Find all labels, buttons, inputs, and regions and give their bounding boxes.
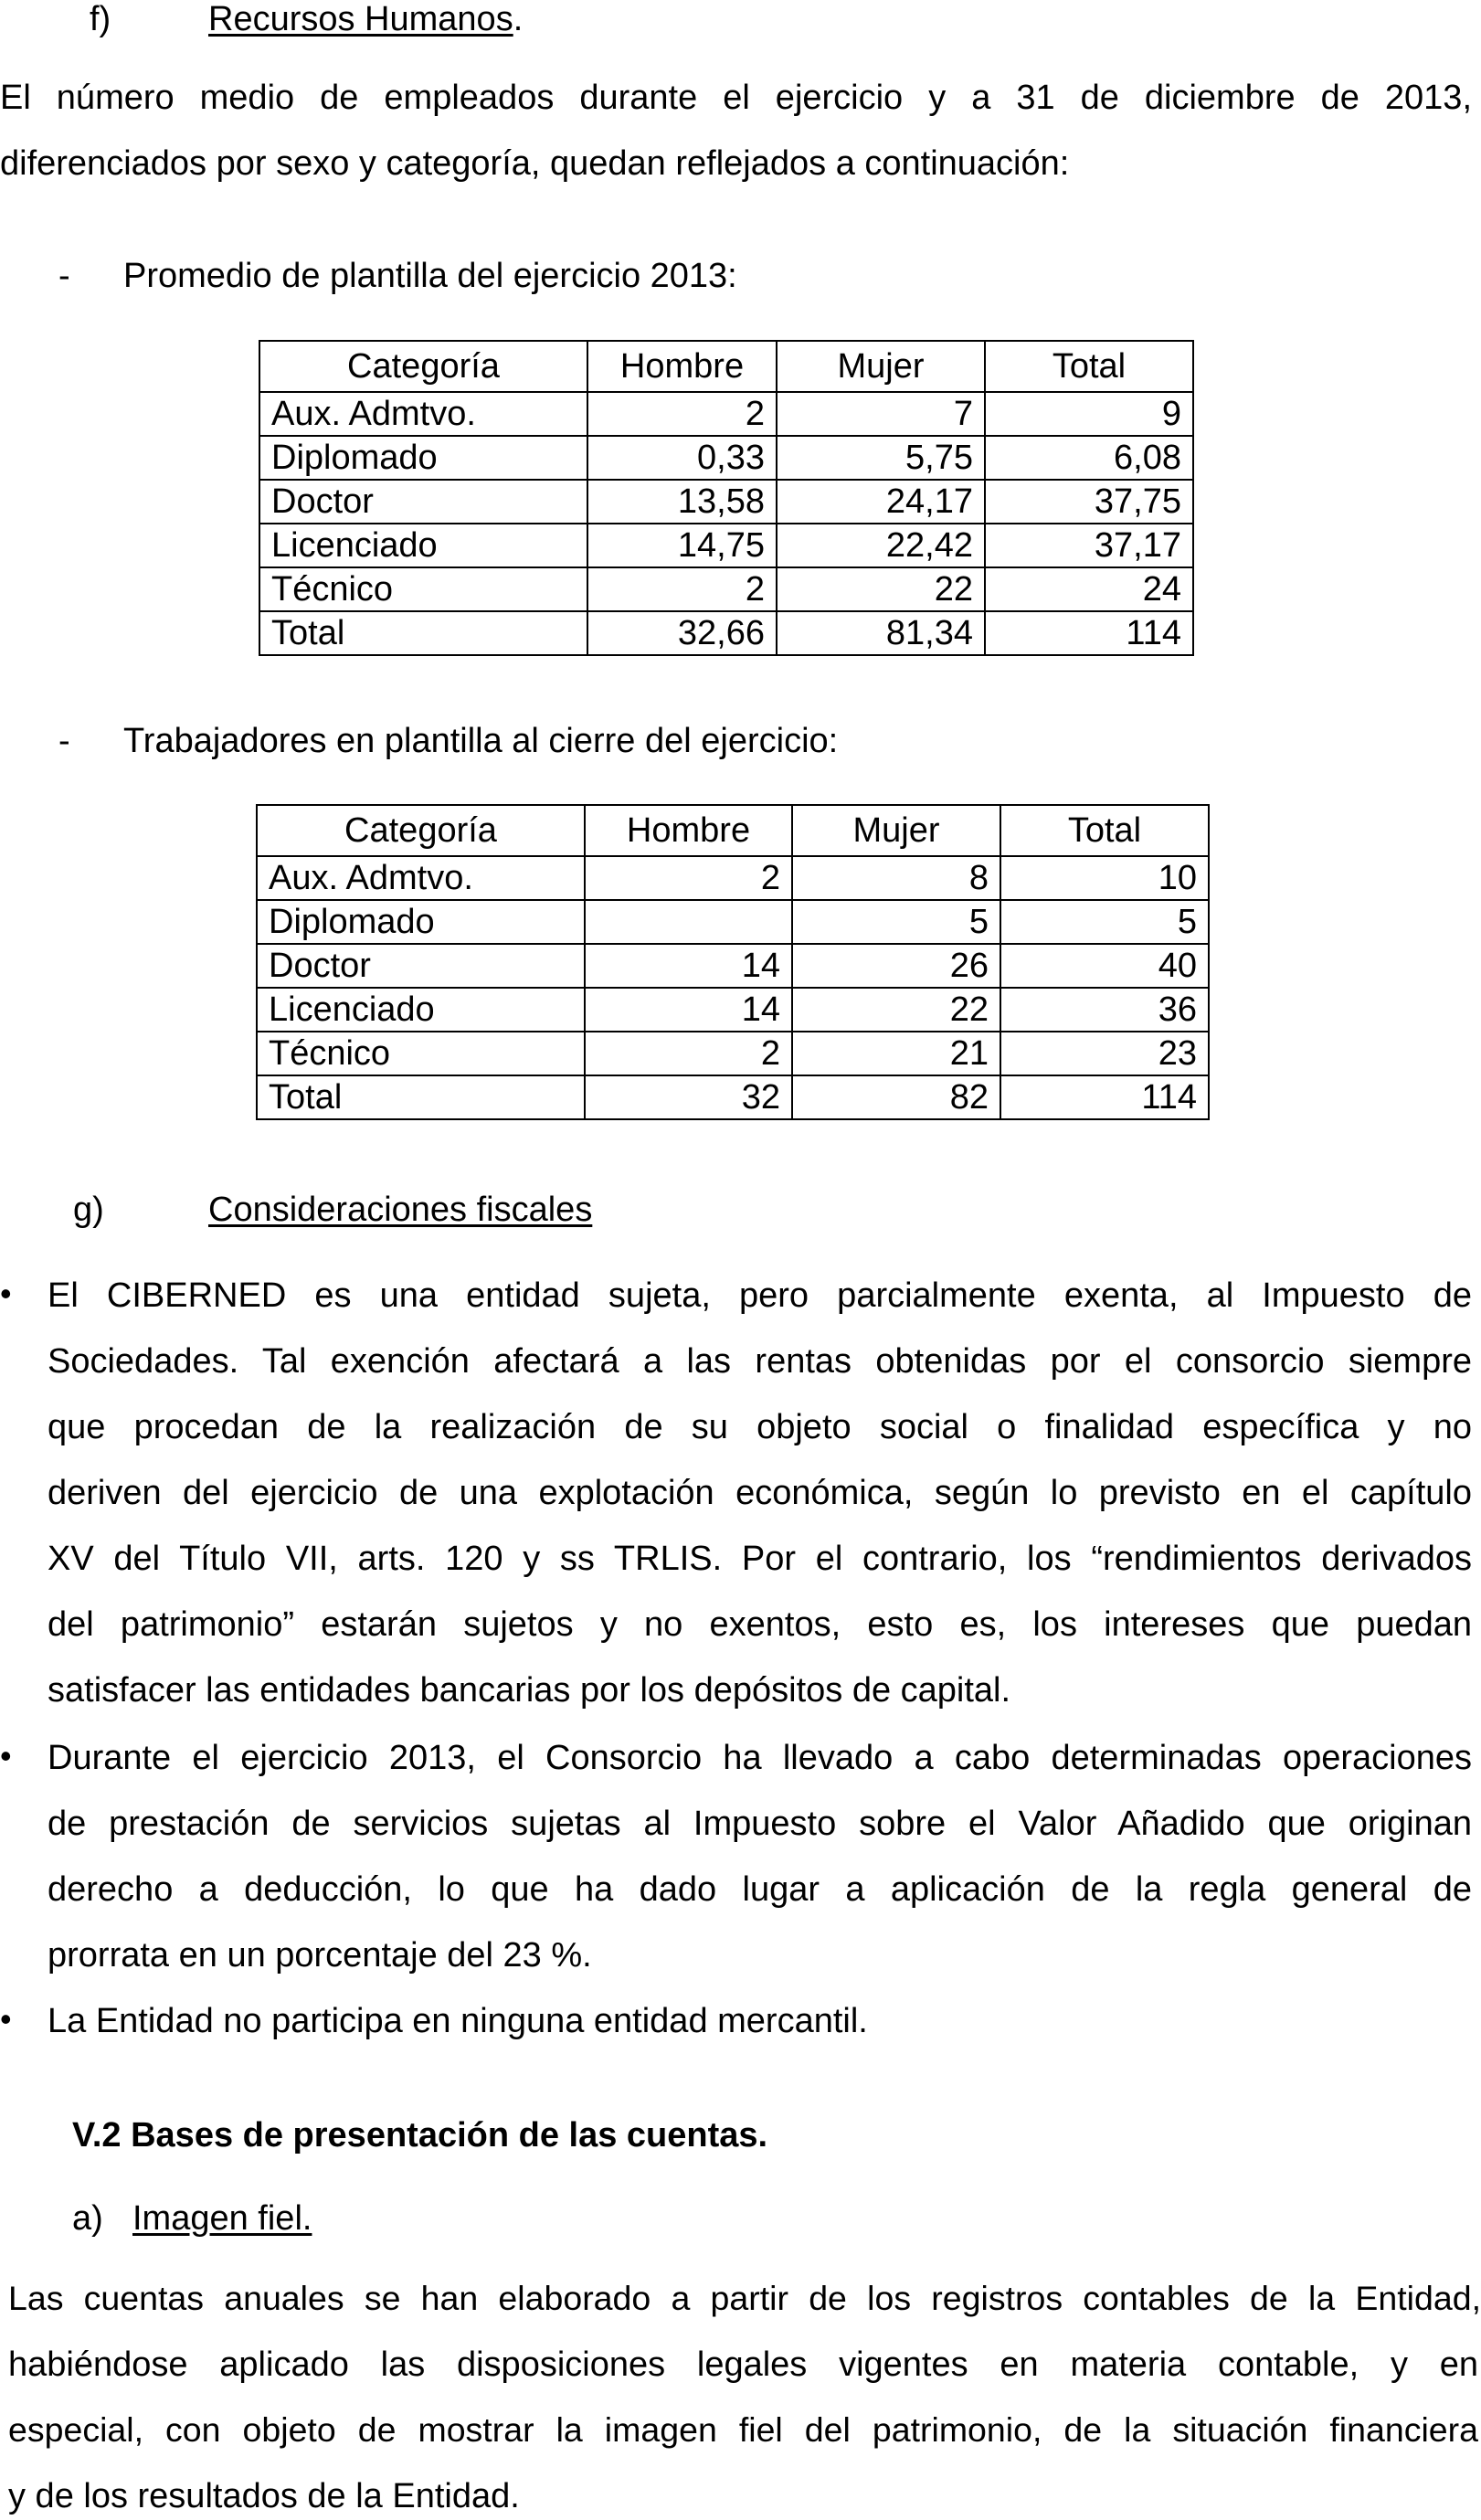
table-row [259, 392, 1193, 436]
table2-cell: Licenciado [257, 988, 585, 1032]
table1-cell: 24,17 [777, 480, 985, 524]
table1-cell: 6,08 [985, 436, 1193, 480]
table2-cell: 21 [792, 1032, 1000, 1075]
table1-header-row [259, 341, 1193, 392]
section-f-title-text: Recursos Humanos [208, 0, 513, 38]
table2-cell: 5 [1000, 900, 1209, 944]
bullet-3-symbol: • [0, 2000, 12, 2038]
table2-cell: Total [257, 1075, 585, 1119]
bullet-1-line-6: del patrimonio” estarán sujetos y no exentos, esto es, los intereses que puedan [48, 1605, 1472, 1644]
table1-header-mujer: Mujer [777, 341, 985, 392]
bullet-1-line-2: Sociedades. Tal exención afectará a las rentas obtenidas por el consorcio siempre [48, 1342, 1472, 1381]
table-row [257, 856, 1209, 900]
bullet-2-line-2: de prestación de servicios sujetas al Impuesto sobre el Valor Añadido que originan [48, 1805, 1472, 1843]
bullet-1-line-5: XV del Título VII, arts. 120 y ss TRLIS. Por el contrario, los “rendimientos derivados [48, 1540, 1472, 1578]
subsection-a-label: a) [72, 2199, 103, 2238]
table1-cell: Técnico [259, 567, 587, 611]
table2-cell: 40 [1000, 944, 1209, 988]
table-row [259, 480, 1193, 524]
table-plantilla-cierre [256, 804, 1210, 1120]
table2-cell: 36 [1000, 988, 1209, 1032]
table1-cell: 2 [587, 392, 777, 436]
table1-header-hombre: Hombre [587, 341, 777, 392]
table1-cell: 22,42 [777, 524, 985, 567]
closing-line-2: habiéndose aplicado las disposiciones legales vigentes en materia contable, y en [8, 2345, 1478, 2384]
section-f-title-suffix: . [513, 0, 524, 38]
table1-cell: 14,75 [587, 524, 777, 567]
table1-caption: Promedio de plantilla del ejercicio 2013: [123, 257, 737, 295]
table2-cell: Diplomado [257, 900, 585, 944]
bullet-1-line-3: que procedan de la realización de su objeto social o finalidad específica y no [48, 1408, 1472, 1446]
table-row [257, 1032, 1209, 1075]
bullet-2-line-4: prorrata en un porcentaje del 23 %. [48, 1936, 592, 1975]
table2-caption-row [0, 724, 1096, 760]
table-row [259, 524, 1193, 567]
table2-cell: Doctor [257, 944, 585, 988]
table2-cell: 2 [585, 856, 792, 900]
table1-cell: Aux. Admtvo. [259, 392, 587, 436]
bullet-1-symbol: • [0, 1275, 12, 1312]
bullet-2-symbol: • [0, 1737, 12, 1774]
table1-cell: Diplomado [259, 436, 587, 480]
table2-cell: 5 [792, 900, 1000, 944]
table1-header-categoria: Categoría [259, 341, 587, 392]
section-f-heading [0, 2, 914, 38]
table1-cell: 5,75 [777, 436, 985, 480]
table2-cell [585, 900, 792, 944]
table2-caption: Trabajadores en plantilla al cierre del ejercicio: [123, 722, 839, 760]
table1-caption-row [0, 259, 1096, 295]
table2-cell: 8 [792, 856, 1000, 900]
table1-cell: Total [259, 611, 587, 655]
table1-cell: 37,75 [985, 480, 1193, 524]
table1-header-total: Total [985, 341, 1193, 392]
table2-cell: Técnico [257, 1032, 585, 1075]
table2-dash: - [58, 722, 70, 760]
table2-header-row [257, 805, 1209, 856]
table-row [257, 944, 1209, 988]
table1-cell: 22 [777, 567, 985, 611]
closing-line-4: y de los resultados de la Entidad. [8, 2477, 520, 2515]
table1-dash: - [58, 257, 70, 295]
section-v2-title: V.2 Bases de presentación de las cuentas. [72, 2116, 768, 2155]
table2-cell: 10 [1000, 856, 1209, 900]
table1-cell: 37,17 [985, 524, 1193, 567]
table1-cell: 9 [985, 392, 1193, 436]
bullet-1-line-4: deriven del ejercicio de una explotación económica, según lo previsto en el capítulo [48, 1474, 1472, 1512]
table-row [257, 988, 1209, 1032]
table2-cell: 32 [585, 1075, 792, 1119]
table1-cell: 13,58 [587, 480, 777, 524]
section-g-title: Consideraciones fiscales [208, 1191, 593, 1229]
table-row [259, 611, 1193, 655]
intro-line-2: diferenciados por sexo y categoría, quedan reflejados a continuación: [0, 144, 1070, 183]
closing-line-1: Las cuentas anuales se han elaborado a partir de los registros contables de la Entidad, [8, 2279, 1481, 2317]
table2-cell: 23 [1000, 1032, 1209, 1075]
table2-cell: 114 [1000, 1075, 1209, 1119]
bullet-2-line-1: Durante el ejercicio 2013, el Consorcio ha llevado a cabo determinadas operaciones [48, 1739, 1472, 1777]
table2-cell: 26 [792, 944, 1000, 988]
table1-cell: 32,66 [587, 611, 777, 655]
table1-cell: 0,33 [587, 436, 777, 480]
intro-line-1: El número medio de empleados durante el ejercicio y a 31 de diciembre de 2013, [0, 79, 1472, 117]
bullet-1-line-7: satisfacer las entidades bancarias por los depósitos de capital. [48, 1671, 1011, 1710]
table1-cell: 24 [985, 567, 1193, 611]
table2-cell: 82 [792, 1075, 1000, 1119]
table-row [257, 900, 1209, 944]
table-row [259, 567, 1193, 611]
table2-header-mujer: Mujer [792, 805, 1000, 856]
section-g-label: g) [73, 1191, 104, 1229]
subsection-a-title: Imagen fiel. [132, 2199, 312, 2238]
bullet-3-line-1: La Entidad no participa en ninguna entidad mercantil. [48, 2002, 868, 2040]
subsection-a-heading [0, 2201, 731, 2238]
table1-cell: 114 [985, 611, 1193, 655]
table1-cell: 2 [587, 567, 777, 611]
table2-cell: 2 [585, 1032, 792, 1075]
table2-header-categoria: Categoría [257, 805, 585, 856]
table1-cell: 7 [777, 392, 985, 436]
table1-cell: Licenciado [259, 524, 587, 567]
table-row [257, 1075, 1209, 1119]
section-f-label: f) [90, 0, 111, 38]
bullet-1-line-1: El CIBERNED es una entidad sujeta, pero parcialmente exenta, al Impuesto de [48, 1276, 1472, 1315]
bullet-2-line-3: derecho a deducción, lo que ha dado lugar a aplicación de la regla general de [48, 1870, 1472, 1909]
table2-cell: Aux. Admtvo. [257, 856, 585, 900]
table-promedio-plantilla [259, 340, 1194, 656]
table2-header-hombre: Hombre [585, 805, 792, 856]
table-row [259, 436, 1193, 480]
table1-cell: Doctor [259, 480, 587, 524]
table2-cell: 22 [792, 988, 1000, 1032]
table2-header-total: Total [1000, 805, 1209, 856]
table1-cell: 81,34 [777, 611, 985, 655]
section-g-heading [0, 1192, 914, 1229]
closing-line-3: especial, con objeto de mostrar la imagen fiel del patrimonio, de la situación financiera [8, 2410, 1478, 2449]
table2-cell: 14 [585, 944, 792, 988]
section-f-title [208, 2, 523, 37]
table2-cell: 14 [585, 988, 792, 1032]
